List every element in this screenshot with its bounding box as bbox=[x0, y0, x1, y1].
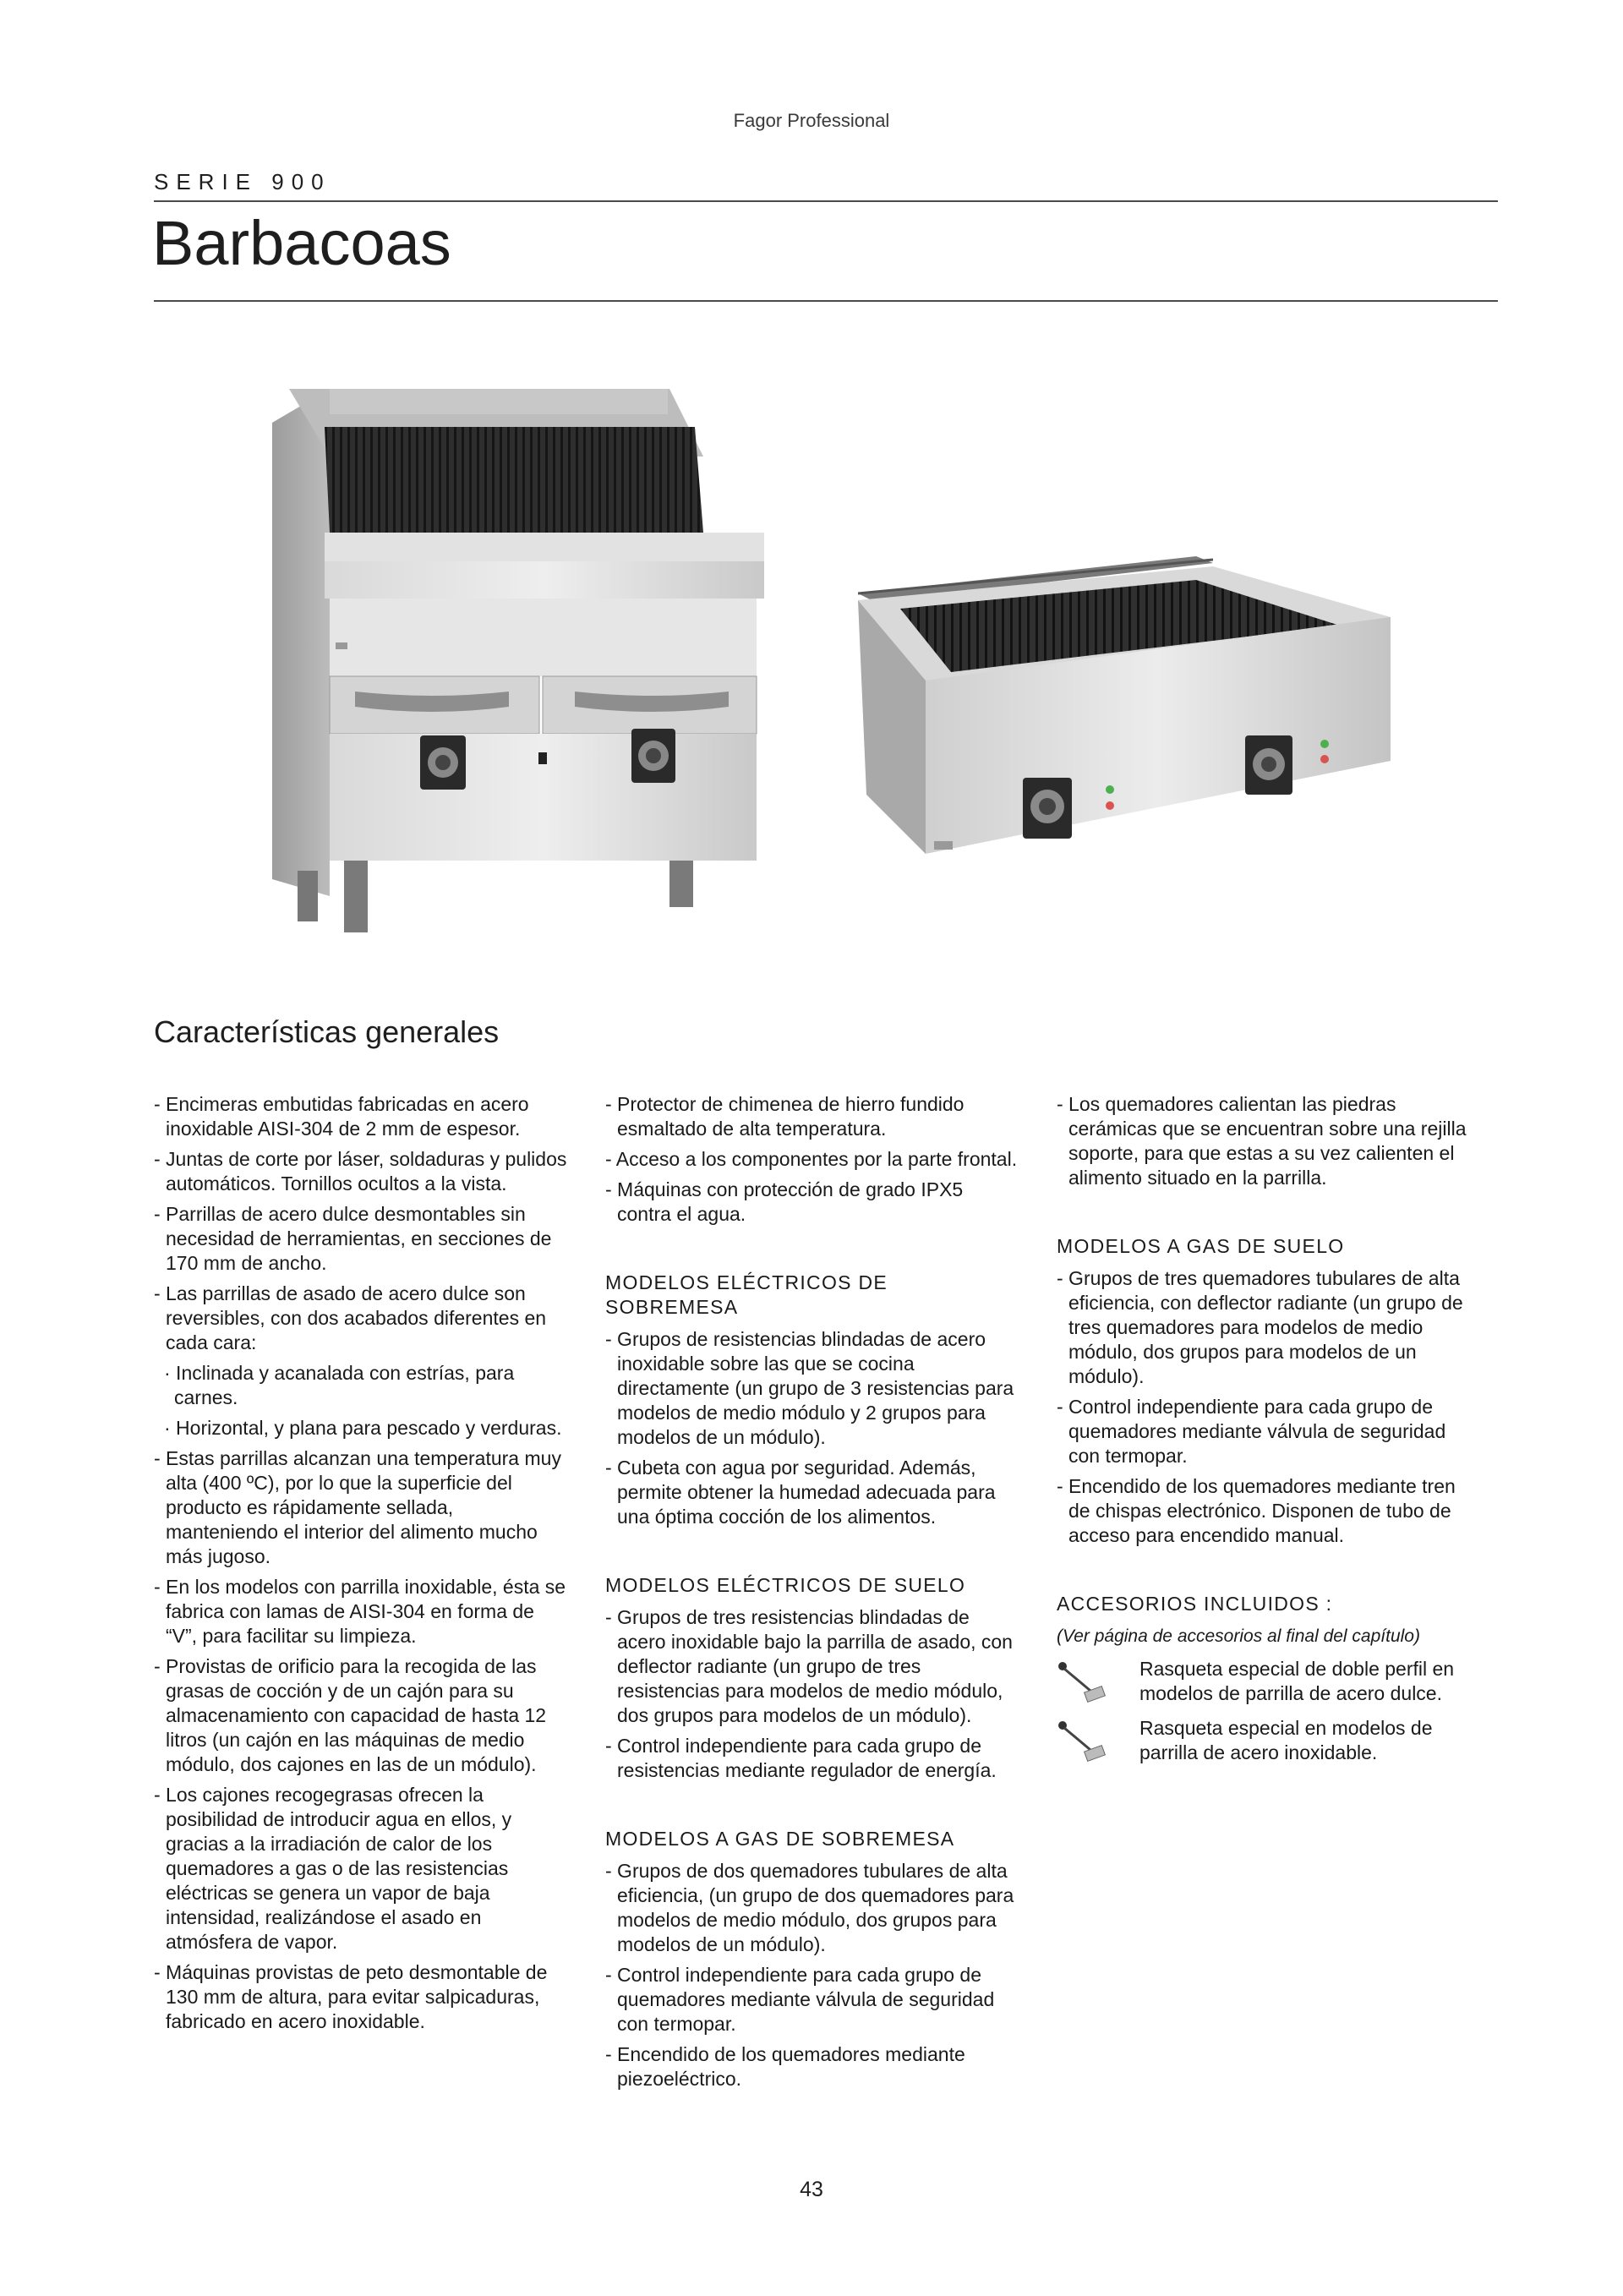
subheading-electric-top: MODELOS ELÉCTRICOS DE SOBREMESA bbox=[605, 1271, 888, 1318]
feature-item: - Grupos de dos quemadores tubulares de alta eficiencia, (un grupo de dos quemadores para modelos de medio módulo, dos grupos para modelos de un módulo). bbox=[605, 1860, 1014, 1955]
subheading-gas-top: MODELOS A GAS DE SOBREMESA bbox=[605, 1828, 955, 1850]
accessories-note: (Ver página de accesorios al final del capítulo) bbox=[1057, 1626, 1420, 1646]
feature-item: - Máquinas con protección de grado IPX5 contra el agua. bbox=[605, 1178, 964, 1225]
scraper-icon bbox=[1057, 1719, 1107, 1763]
feature-item: - Acceso a los componentes por la parte frontal. bbox=[605, 1148, 1018, 1170]
feature-item: - Estas parrillas alcanzan una temperatura muy alta (400 ºC), por lo que la superficie del producto es rápidamente sellada, manteniendo el interior del alimento mucho más jugoso. bbox=[154, 1447, 561, 1567]
scraper-icon bbox=[1057, 1660, 1107, 1704]
feature-item: - Control independiente para cada grupo de quemadores mediante válvula de seguridad con termopar. bbox=[605, 1964, 995, 2035]
feature-item: - Provistas de orificio para la recogida de las grasas de cocción y de un cajón para su almacenamiento con capacidad de hasta 12 litros (un cajón en las máquinas de medio módulo, dos cajones en las de un módulo). bbox=[154, 1655, 547, 1775]
feature-item: - Juntas de corte por láser, soldaduras y pulidos automáticos. Tornillos ocultos a la vista. bbox=[154, 1148, 567, 1194]
page-number: 43 bbox=[800, 2178, 823, 2201]
subheading-gas-floor: MODELOS A GAS DE SUELO bbox=[1057, 1235, 1345, 1257]
column-1 bbox=[154, 1092, 568, 2040]
accessory-label: Rasqueta especial en modelos de parrilla de acero inoxidable. bbox=[1139, 1717, 1433, 1763]
feature-item: - Control independiente para cada grupo de resistencias mediante regulador de energía. bbox=[605, 1735, 997, 1781]
section-title: Características generales bbox=[154, 1014, 500, 1049]
divider-top bbox=[154, 200, 1498, 202]
accessory-item bbox=[1057, 1716, 1479, 1765]
feature-item: - Grupos de tres resistencias blindadas de acero inoxidable bajo la parrilla de asado, con deflector radiante (un grupo de tres resistencias para modelos de medio módulo, dos grupos para modelos de un módulo). bbox=[605, 1606, 1013, 1726]
subheading-electric-floor: MODELOS ELÉCTRICOS DE SUELO bbox=[605, 1574, 966, 1596]
feature-item: - Parrillas de acero dulce desmontables sin necesidad de herramientas, en secciones de 170 mm de ancho. bbox=[154, 1203, 552, 1274]
feature-item: - Grupos de tres quemadores tubulares de alta eficiencia, con deflector radiante (un grupo de tres quemadores para modelos de medio módulo, dos grupos para modelos de un módulo). bbox=[1057, 1267, 1463, 1387]
feature-item: - Los quemadores calientan las piedras cerámicas que se encuentran sobre una rejilla soporte, para que estas a su vez calienten el alimento situado en la parrilla. bbox=[1057, 1093, 1467, 1189]
divider-bottom bbox=[154, 300, 1498, 302]
feature-item: - Encendido de los quemadores mediante piezoeléctrico. bbox=[605, 2043, 965, 2090]
brand-header: Fagor Professional bbox=[733, 110, 890, 131]
countertop-grill-icon bbox=[858, 549, 1416, 909]
series-label: SERIE 900 bbox=[154, 169, 331, 194]
feature-item: - Protector de chimenea de hierro fundido esmaltado de alta temperatura. bbox=[605, 1093, 965, 1140]
feature-subitem: · Inclinada y acanalada con estrías, para carnes. bbox=[164, 1362, 515, 1408]
feature-item: - Las parrillas de asado de acero dulce son reversibles, con dos acabados diferentes en cada cara: bbox=[154, 1282, 547, 1353]
accessory-label: Rasqueta especial de doble perfil en modelos de parrilla de acero dulce. bbox=[1139, 1658, 1455, 1704]
column-2 bbox=[605, 1092, 1019, 2097]
feature-item: - Grupos de resistencias blindadas de acero inoxidable sobre las que se cocina directamente (un grupo de 3 resistencias para modelos de medio módulo y 2 grupos para modelos de un módulo). bbox=[605, 1328, 1014, 1448]
feature-item: - Máquinas provistas de peto desmontable de 130 mm de altura, para evitar salpicaduras, fabricado en acero inoxidable. bbox=[154, 1961, 548, 2032]
feature-item: - Encimeras embutidas fabricadas en acero inoxidable AISI-304 de 2 mm de espesor. bbox=[154, 1093, 529, 1140]
feature-item: - Encendido de los quemadores mediante tren de chispas electrónico. Disponen de tubo de acceso para encendido manual. bbox=[1057, 1475, 1456, 1546]
page-title: Barbacoas bbox=[152, 208, 451, 278]
feature-item: - Los cajones recogegrasas ofrecen la posibilidad de introducir agua en ellos, y gracias a la irradiación de calor de los quemadores a gas o de las resistencias eléctricas se genera un vapor de baja intensidad, realizándose el asado en atmósfera de vapor. bbox=[154, 1784, 512, 1953]
feature-item: - En los modelos con parrilla inoxidable, ésta se fabrica con lamas de AISI-304 en forma de “V”, para facilitar su limpieza. bbox=[154, 1576, 566, 1647]
feature-subitem: · Horizontal, y plana para pescado y verduras. bbox=[164, 1417, 562, 1439]
floor-standing-grill-icon bbox=[264, 364, 771, 947]
column-3 bbox=[1057, 1092, 1479, 1775]
accessory-item bbox=[1057, 1657, 1479, 1706]
feature-item: - Cubeta con agua por seguridad. Además, permite obtener la humedad adecuada para una óptima cocción de los alimentos. bbox=[605, 1457, 996, 1528]
feature-item: - Control independiente para cada grupo de quemadores mediante válvula de seguridad con termopar. bbox=[1057, 1396, 1446, 1467]
subheading-accessories: ACCESORIOS INCLUIDOS : bbox=[1057, 1593, 1333, 1615]
